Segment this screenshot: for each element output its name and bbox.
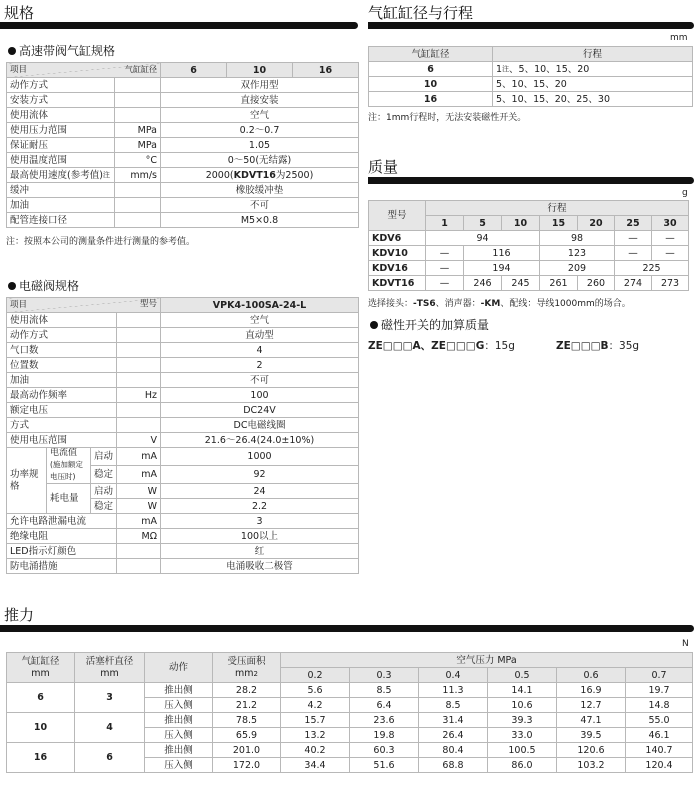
- row-label: 缓冲: [7, 183, 115, 198]
- table-row: [7, 328, 359, 343]
- high-spec-footnote: 注：按照本公司的测量条件进行测量的参考值。: [6, 237, 196, 247]
- unit-text: mm: [31, 667, 50, 679]
- stroke-text: 、5、10、15、20: [509, 63, 590, 75]
- area-cell: 201.0: [213, 743, 281, 758]
- stroke-table: [368, 46, 693, 107]
- mass-title-bar: [368, 177, 694, 184]
- row-unit: W: [117, 499, 161, 514]
- mass-cell: 246: [464, 276, 502, 291]
- power-key: 启动: [91, 484, 117, 499]
- table-header-row: [7, 63, 359, 78]
- mass-cell: 98: [540, 231, 615, 246]
- row-label: 安装方式: [7, 93, 115, 108]
- spec-title-bar: [0, 22, 358, 29]
- table-row: [7, 403, 359, 418]
- table-row: [7, 388, 359, 403]
- row-unit: [117, 544, 161, 559]
- thrust-value-cell: 80.4: [419, 743, 488, 758]
- row-unit: MΩ: [117, 529, 161, 544]
- thrust-value-cell: 120.4: [626, 758, 693, 773]
- stroke-col-header: 10: [502, 216, 540, 231]
- thrust-value-cell: 120.6: [557, 743, 626, 758]
- switch-model: ZE□□□A、ZE□□□G: [368, 340, 485, 352]
- area-cell: 172.0: [213, 758, 281, 773]
- row-unit: °C: [115, 153, 161, 168]
- table-row: [7, 108, 359, 123]
- bullet-icon: [370, 321, 378, 329]
- row-unit: [117, 403, 161, 418]
- rod-cell: 3: [75, 683, 145, 713]
- table-row: [7, 183, 359, 198]
- table-row: [7, 529, 359, 544]
- stroke-text: 1: [496, 63, 503, 75]
- switch-mass-heading-text: 磁性开关的加算质量: [381, 318, 490, 332]
- table-row: [7, 559, 359, 574]
- row-unit: [115, 213, 161, 228]
- row-label: 位置数: [7, 358, 117, 373]
- row-unit: Hz: [117, 388, 161, 403]
- table-row: [7, 93, 359, 108]
- model-cell: KDV10: [369, 246, 426, 261]
- bore-cell: 16: [369, 92, 493, 107]
- row-value: DC24V: [161, 403, 359, 418]
- row-unit: mA: [117, 514, 161, 529]
- row-value: 4: [161, 343, 359, 358]
- table-row: [7, 123, 359, 138]
- thrust-title-bar: [0, 625, 694, 632]
- thrust-value-cell: 5.6: [281, 683, 350, 698]
- table-row: [7, 514, 359, 529]
- table-row: [7, 153, 359, 168]
- row-unit: MPa: [115, 138, 161, 153]
- row-label: 最高动作频率: [7, 388, 117, 403]
- bore-cell: 6: [7, 683, 75, 713]
- footnote-mark: 注: [102, 170, 110, 179]
- stroke-note: 注：1mm行程时，无法安装磁性开关。: [368, 113, 527, 123]
- row-value: 直动型: [161, 328, 359, 343]
- area-cell: 65.9: [213, 728, 281, 743]
- stroke-col-header: 25: [615, 216, 652, 231]
- row-label-text: 最高使用速度(参考值): [10, 169, 103, 181]
- row-label: 加油: [7, 198, 115, 213]
- thrust-value-cell: 33.0: [488, 728, 557, 743]
- rod-cell: 4: [75, 713, 145, 743]
- table-row: [369, 261, 689, 276]
- note-code: -KM: [480, 299, 501, 309]
- corner-top-label: 型号: [139, 299, 157, 309]
- thrust-value-cell: 23.6: [350, 713, 419, 728]
- row-value: 24: [161, 484, 359, 499]
- switch-mass-value: ：35g: [608, 340, 640, 352]
- mass-cell: 116: [464, 246, 540, 261]
- mass-note: [368, 296, 631, 309]
- thrust-value-cell: 100.5: [488, 743, 557, 758]
- mass-table: [368, 200, 689, 291]
- mass-unit: g: [682, 188, 688, 198]
- thrust-value-cell: 16.9: [557, 683, 626, 698]
- row-value: 直接安装: [161, 93, 359, 108]
- row-unit: [115, 93, 161, 108]
- valve-model-header: VPK4-100SA-24-L: [161, 298, 359, 313]
- area-header: [213, 653, 281, 683]
- row-label: 动作方式: [7, 328, 117, 343]
- row-unit: MPa: [115, 123, 161, 138]
- note-text: 、配线：导线1000mm的场合。: [500, 299, 631, 309]
- pressure-col-header: 0.4: [419, 668, 488, 683]
- action-cell: 推出侧: [145, 713, 213, 728]
- note-text: 选择接头：: [368, 299, 414, 309]
- pressure-header: 空气压力 MPa: [281, 653, 693, 668]
- thrust-value-cell: 8.5: [350, 683, 419, 698]
- switch-mass-heading: [370, 316, 489, 333]
- table-row: [7, 343, 359, 358]
- row-value: DC电磁线圈: [161, 418, 359, 433]
- row-unit: [117, 373, 161, 388]
- area-cell: 28.2: [213, 683, 281, 698]
- stroke-header: 行程: [426, 201, 689, 216]
- thrust-value-cell: 39.5: [557, 728, 626, 743]
- pressure-col-header: 0.2: [281, 668, 350, 683]
- row-unit: [115, 78, 161, 93]
- stroke-col-header: 20: [578, 216, 615, 231]
- current-label-text: 电流值: [50, 448, 78, 458]
- corner-cell: [7, 63, 161, 78]
- mass-cell: —: [652, 231, 689, 246]
- row-value: 100: [161, 388, 359, 403]
- corner-left-label: 项目: [10, 65, 28, 75]
- note-text: 、消声器：: [435, 299, 481, 309]
- size-header: 10: [227, 63, 293, 78]
- power-key: 稳定: [91, 499, 117, 514]
- pressure-col-header: 0.3: [350, 668, 419, 683]
- row-unit: W: [117, 484, 161, 499]
- action-cell: 压入侧: [145, 758, 213, 773]
- high-speed-heading-text: 高速带阀气缸规格: [19, 44, 116, 58]
- row-unit: [117, 328, 161, 343]
- thrust-value-cell: 51.6: [350, 758, 419, 773]
- row-label: 额定电压: [7, 403, 117, 418]
- model-cell: KDV16: [369, 261, 426, 276]
- row-unit: [117, 559, 161, 574]
- table-row: [369, 92, 693, 107]
- bore-cell: 10: [369, 77, 493, 92]
- note-code: -TS6: [413, 299, 436, 309]
- row-unit: [115, 183, 161, 198]
- model-header: 型号: [369, 201, 426, 231]
- table-row: [7, 138, 359, 153]
- table-row: [7, 313, 359, 328]
- model-cell: KDVT16: [369, 276, 426, 291]
- row-label: 气口数: [7, 343, 117, 358]
- mass-cell: —: [426, 261, 464, 276]
- bore-header-text: 气缸缸径: [21, 655, 60, 667]
- thrust-value-cell: 10.6: [488, 698, 557, 713]
- row-label: 动作方式: [7, 78, 115, 93]
- row-value: 2: [161, 358, 359, 373]
- thrust-value-cell: 31.4: [419, 713, 488, 728]
- row-label: 使用压力范围: [7, 123, 115, 138]
- thrust-value-cell: 13.2: [281, 728, 350, 743]
- row-unit: [117, 418, 161, 433]
- thrust-value-cell: 68.8: [419, 758, 488, 773]
- pressure-col-header: 0.6: [557, 668, 626, 683]
- table-row: [7, 683, 693, 698]
- table-row: [369, 231, 689, 246]
- row-value: M5×0.8: [161, 213, 359, 228]
- thrust-table: [6, 652, 693, 773]
- power-spec-label: 功率规格: [7, 448, 47, 514]
- row-label: 加油: [7, 373, 117, 388]
- mass-cell: —: [652, 246, 689, 261]
- row-value: 电涌吸收二极管: [161, 559, 359, 574]
- thrust-value-cell: 39.3: [488, 713, 557, 728]
- table-row: [7, 373, 359, 388]
- table-row: [7, 78, 359, 93]
- stroke-header: 行程: [493, 47, 693, 62]
- stroke-col-header: 30: [652, 216, 689, 231]
- mass-cell: 245: [502, 276, 540, 291]
- row-value: 不可: [161, 373, 359, 388]
- thrust-value-cell: 26.4: [419, 728, 488, 743]
- thrust-value-cell: 15.7: [281, 713, 350, 728]
- value-part: 为2500): [275, 169, 314, 181]
- table-row: [7, 713, 693, 728]
- row-value: 0.2～0.7: [161, 123, 359, 138]
- thrust-body: [7, 683, 693, 773]
- mass-cell: 274: [615, 276, 652, 291]
- row-value: 红: [161, 544, 359, 559]
- action-cell: 压入侧: [145, 728, 213, 743]
- table-row: [7, 484, 359, 499]
- power-key: 启动: [91, 448, 117, 466]
- thrust-value-cell: 46.1: [626, 728, 693, 743]
- row-label: 配管连接口径: [7, 213, 115, 228]
- row-value: 不可: [161, 198, 359, 213]
- row-label: LED指示灯颜色: [7, 544, 117, 559]
- spec-title: 规格: [4, 4, 35, 22]
- thrust-value-cell: 14.1: [488, 683, 557, 698]
- size-header: 6: [161, 63, 227, 78]
- area-header-text: 受压面积: [227, 655, 266, 667]
- valve-heading: [8, 277, 79, 294]
- table-row: [7, 198, 359, 213]
- corner-cell: [7, 298, 161, 313]
- switch-mass-value: ：15g: [484, 340, 515, 352]
- current-sublabel: (施加额定电压时): [50, 460, 83, 481]
- rod-cell: 6: [75, 743, 145, 773]
- pressure-col-header: 0.7: [626, 668, 693, 683]
- mass-cell: —: [426, 246, 464, 261]
- bullet-icon: [8, 282, 16, 290]
- table-row: [369, 246, 689, 261]
- table-header-row: [7, 298, 359, 313]
- bore-cell: 10: [7, 713, 75, 743]
- thrust-value-cell: 11.3: [419, 683, 488, 698]
- row-unit: mA: [117, 448, 161, 466]
- pressure-col-header: 0.5: [488, 668, 557, 683]
- table-row: [7, 358, 359, 373]
- bore-header: [7, 653, 75, 683]
- table-row: [7, 418, 359, 433]
- corner-top-label: 气缸缸径: [125, 65, 157, 74]
- table-row: [7, 433, 359, 448]
- squared-mark: 2: [253, 669, 258, 678]
- table-row: [369, 77, 693, 92]
- thrust-value-cell: 60.3: [350, 743, 419, 758]
- switch-mass-line-2: [556, 338, 639, 353]
- high-speed-heading: [8, 42, 115, 59]
- table-row: [7, 168, 359, 183]
- action-header: 动作: [145, 653, 213, 683]
- size-header: 16: [293, 63, 359, 78]
- thrust-title: 推力: [4, 606, 35, 624]
- rod-header: [75, 653, 145, 683]
- action-cell: 压入侧: [145, 698, 213, 713]
- row-label: 使用电压范围: [7, 433, 117, 448]
- mass-cell: —: [426, 276, 464, 291]
- thrust-value-cell: 34.4: [281, 758, 350, 773]
- switch-model: ZE□□□B: [556, 340, 609, 352]
- row-unit: [117, 313, 161, 328]
- thrust-value-cell: 19.8: [350, 728, 419, 743]
- row-label: 保证耐压: [7, 138, 115, 153]
- stroke-cell: 5、10、15、20: [493, 77, 693, 92]
- mass-cell: 94: [426, 231, 540, 246]
- row-label: 方式: [7, 418, 117, 433]
- table-header-row: [369, 201, 689, 216]
- current-label: [47, 448, 91, 484]
- valve-spec-table: [6, 297, 359, 574]
- thrust-value-cell: 6.4: [350, 698, 419, 713]
- mass-cell: 209: [540, 261, 615, 276]
- bore-cell: 16: [7, 743, 75, 773]
- row-unit: [117, 343, 161, 358]
- table-row: [369, 276, 689, 291]
- row-value: 100以上: [161, 529, 359, 544]
- row-label: [7, 168, 115, 183]
- row-label: 防电涌措施: [7, 559, 117, 574]
- stroke-col-header: 1: [426, 216, 464, 231]
- thrust-value-cell: 140.7: [626, 743, 693, 758]
- mass-cell: —: [615, 246, 652, 261]
- mass-cell: 194: [464, 261, 540, 276]
- row-label: 使用流体: [7, 313, 117, 328]
- thrust-value-cell: 103.2: [557, 758, 626, 773]
- row-label: 绝缘电阻: [7, 529, 117, 544]
- action-cell: 推出侧: [145, 743, 213, 758]
- row-value: 双作用型: [161, 78, 359, 93]
- table-row: [369, 62, 693, 77]
- row-value: 1.05: [161, 138, 359, 153]
- high-speed-spec-table: [6, 62, 359, 228]
- row-label: 使用流体: [7, 108, 115, 123]
- table-header-row: [369, 47, 693, 62]
- stroke-cell: [493, 62, 693, 77]
- bore-cell: 6: [369, 62, 493, 77]
- area-cell: 78.5: [213, 713, 281, 728]
- row-value: 2.2: [161, 499, 359, 514]
- bullet-icon: [8, 47, 16, 55]
- row-unit: [117, 358, 161, 373]
- stroke-title: 气缸缸径与行程: [368, 4, 474, 22]
- row-value: 92: [161, 466, 359, 484]
- row-unit: V: [117, 433, 161, 448]
- bore-header: 气缸缸径: [369, 47, 493, 62]
- mass-cell: 261: [540, 276, 578, 291]
- mass-cell: 123: [540, 246, 615, 261]
- stroke-col-header: 5: [464, 216, 502, 231]
- stroke-title-bar: [368, 22, 694, 29]
- table-row: [7, 448, 359, 466]
- thrust-value-cell: 8.5: [419, 698, 488, 713]
- row-unit: [115, 198, 161, 213]
- consumption-label: 耗电量: [47, 484, 91, 514]
- unit-text: mm: [235, 667, 254, 679]
- unit-text: mm: [100, 667, 119, 679]
- stroke-unit: mm: [670, 33, 688, 43]
- table-row: [7, 213, 359, 228]
- row-value: 1000: [161, 448, 359, 466]
- footnote-mark: 注: [502, 64, 510, 73]
- switch-mass-line-1: [368, 338, 515, 353]
- thrust-value-cell: 47.1: [557, 713, 626, 728]
- value-model: KDVT16: [233, 169, 276, 181]
- row-value: [161, 168, 359, 183]
- mass-cell: 273: [652, 276, 689, 291]
- mass-cell: 260: [578, 276, 615, 291]
- thrust-value-cell: 55.0: [626, 713, 693, 728]
- thrust-value-cell: 4.2: [281, 698, 350, 713]
- table-row: [7, 743, 693, 758]
- valve-heading-text: 电磁阀规格: [19, 279, 80, 293]
- stroke-cell: 5、10、15、20、25、30: [493, 92, 693, 107]
- thrust-value-cell: 19.7: [626, 683, 693, 698]
- value-part: 2000(: [205, 169, 234, 181]
- row-unit: mA: [117, 466, 161, 484]
- mass-title: 质量: [368, 158, 399, 176]
- row-label: 使用温度范围: [7, 153, 115, 168]
- row-value: 空气: [161, 313, 359, 328]
- thrust-value-cell: 12.7: [557, 698, 626, 713]
- stroke-col-header: 15: [540, 216, 578, 231]
- thrust-value-cell: 40.2: [281, 743, 350, 758]
- row-unit: [115, 108, 161, 123]
- row-value: 空气: [161, 108, 359, 123]
- area-cell: 21.2: [213, 698, 281, 713]
- row-unit: mm/s: [115, 168, 161, 183]
- table-header-row: [7, 653, 693, 668]
- row-value: 3: [161, 514, 359, 529]
- thrust-value-cell: 14.8: [626, 698, 693, 713]
- mass-cell: —: [615, 231, 652, 246]
- thrust-unit: N: [682, 639, 689, 649]
- row-value: 0～50(无结露): [161, 153, 359, 168]
- corner-left-label: 项目: [10, 300, 28, 310]
- row-label: 允许电路泄漏电流: [7, 514, 117, 529]
- power-key: 稳定: [91, 466, 117, 484]
- table-row: [7, 544, 359, 559]
- row-value: 橡胶缓冲垫: [161, 183, 359, 198]
- row-value: 21.6～26.4(24.0±10%): [161, 433, 359, 448]
- model-cell: KDV6: [369, 231, 426, 246]
- thrust-value-cell: 86.0: [488, 758, 557, 773]
- rod-header-text: 活塞杆直径: [85, 655, 134, 667]
- mass-cell: 225: [615, 261, 689, 276]
- action-cell: 推出侧: [145, 683, 213, 698]
